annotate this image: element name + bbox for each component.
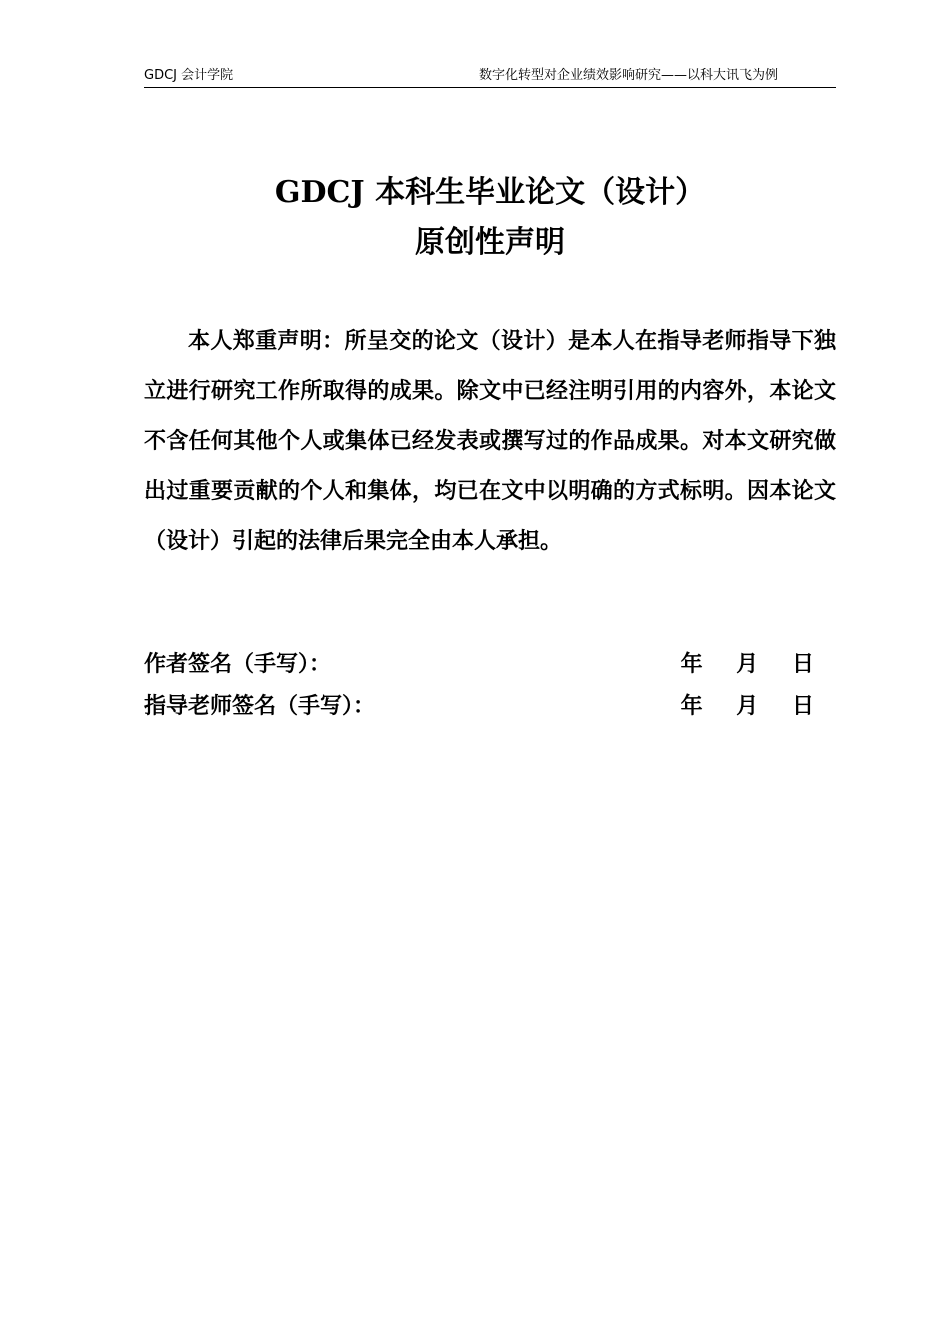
day-label: 日	[791, 693, 814, 719]
author-signature-row	[144, 644, 814, 684]
originality-statement: 本人郑重声明：所呈交的论文（设计）是本人在指导老师指导下独立进行研究工作所取得的成果。除文中已经注明引用的内容外，本论文不含任何其他个人或集体已经发表或撰写过的作品成果。对本文研究做出过重要贡献的个人和集体，均已在文中以明确的方式标明。因本论文（设计）引起的法律后果完全由本人承担。	[144, 328, 836, 554]
document-title: GDCJ 本科生毕业论文（设计）	[274, 175, 706, 210]
advisor-signature-row	[144, 686, 814, 726]
header-thesis-title: 数字化转型对企业绩效影响研究——以科大讯飞为例	[478, 68, 778, 83]
day-label: 日	[791, 651, 814, 677]
advisor-signature-date	[681, 686, 814, 726]
document-subtitle: 原创性声明	[415, 225, 565, 260]
year-label: 年	[680, 693, 703, 719]
month-label: 月	[736, 693, 759, 719]
advisor-signature-label: 指导老师签名（手写）：	[144, 693, 376, 719]
title-block	[144, 168, 836, 268]
month-label: 月	[736, 651, 759, 677]
page-header	[144, 66, 836, 88]
year-label: 年	[680, 651, 703, 677]
header-school: GDCJ 会计学院	[144, 68, 234, 83]
author-signature-date	[681, 644, 814, 684]
author-signature-label: 作者签名（手写）：	[144, 651, 332, 677]
